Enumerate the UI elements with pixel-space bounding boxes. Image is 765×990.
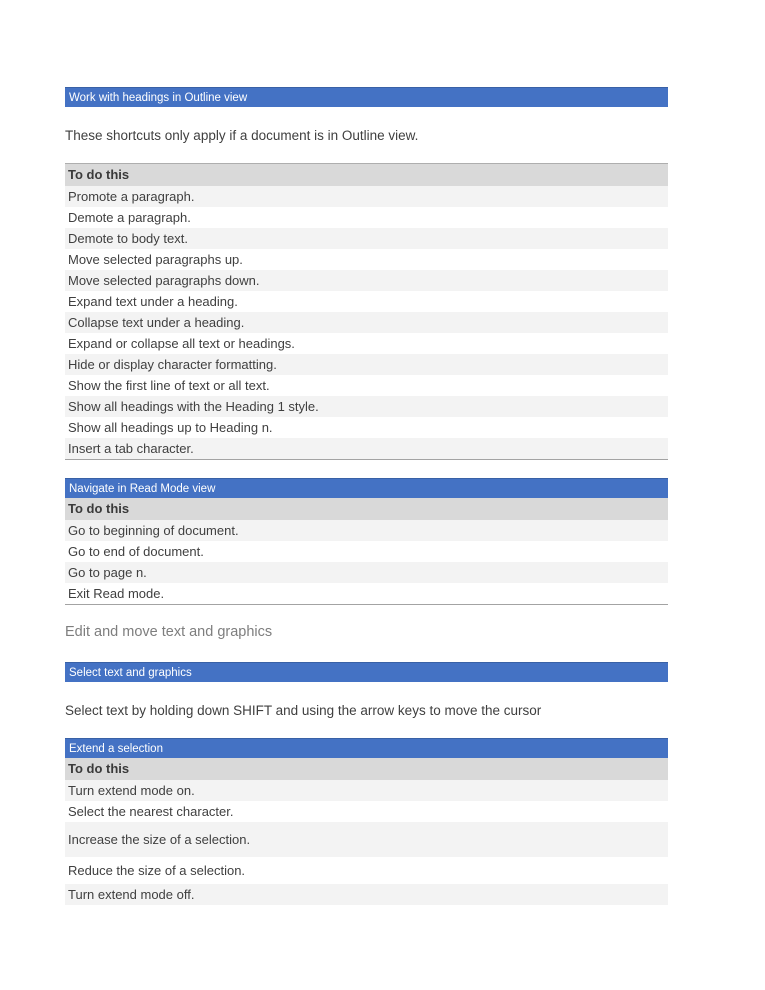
- table-row: Promote a paragraph.: [65, 186, 668, 207]
- table-row: Demote a paragraph.: [68, 210, 191, 225]
- table-header-to-do-this: To do this: [65, 498, 668, 520]
- outline-note-paragraph: These shortcuts only apply if a document is in Outline view.: [65, 128, 419, 143]
- select-hint-paragraph: Select text by holding down SHIFT and using the arrow keys to move the cursor: [65, 703, 542, 718]
- table-header-to-do-this: To do this: [65, 758, 668, 780]
- table-row: Show all headings with the Heading 1 style.: [65, 396, 668, 417]
- table-row: Go to beginning of document.: [65, 520, 668, 541]
- table-row: Move selected paragraphs up.: [68, 252, 243, 267]
- table-row: Expand text under a heading.: [68, 294, 238, 309]
- table-row: Select the nearest character.: [68, 804, 234, 819]
- table-row: Turn extend mode off.: [65, 884, 668, 905]
- section-banner-select-text: Select text and graphics: [65, 662, 668, 682]
- table-header-to-do-this: To do this: [65, 164, 668, 186]
- edit-move-heading: Edit and move text and graphics: [65, 624, 273, 640]
- table-row: Go to page n.: [65, 562, 668, 583]
- table-row: Turn extend mode on.: [65, 780, 668, 801]
- read-mode-table: [65, 498, 668, 605]
- table-row: Show all headings up to Heading n.: [68, 420, 273, 435]
- read-mode-table-rows: [65, 520, 668, 604]
- table-row: Go to end of document.: [68, 544, 204, 559]
- outline-view-table-rows: [65, 186, 668, 459]
- document-content: [65, 0, 668, 905]
- table-row: Demote to body text.: [65, 228, 668, 249]
- table-row: Hide or display character formatting.: [65, 354, 668, 375]
- extend-selection-table-rows: [65, 780, 668, 905]
- table-row: Reduce the size of a selection.: [68, 863, 246, 878]
- section-banner-read-mode: Navigate in Read Mode view: [65, 478, 668, 498]
- section-banner-extend-selection: Extend a selection: [65, 738, 668, 758]
- table-row: Exit Read mode.: [68, 586, 165, 601]
- outline-view-table: [65, 163, 668, 460]
- table-row: Increase the size of a selection.: [65, 822, 668, 857]
- table-row: Show the first line of text or all text.: [68, 378, 270, 393]
- table-row: Expand or collapse all text or headings.: [68, 336, 295, 351]
- table-row: Collapse text under a heading.: [65, 312, 668, 333]
- section-banner-outline-view: Work with headings in Outline view: [65, 87, 668, 107]
- table-row: Move selected paragraphs down.: [65, 270, 668, 291]
- extend-selection-table: [65, 758, 668, 905]
- table-row: Insert a tab character.: [65, 438, 668, 459]
